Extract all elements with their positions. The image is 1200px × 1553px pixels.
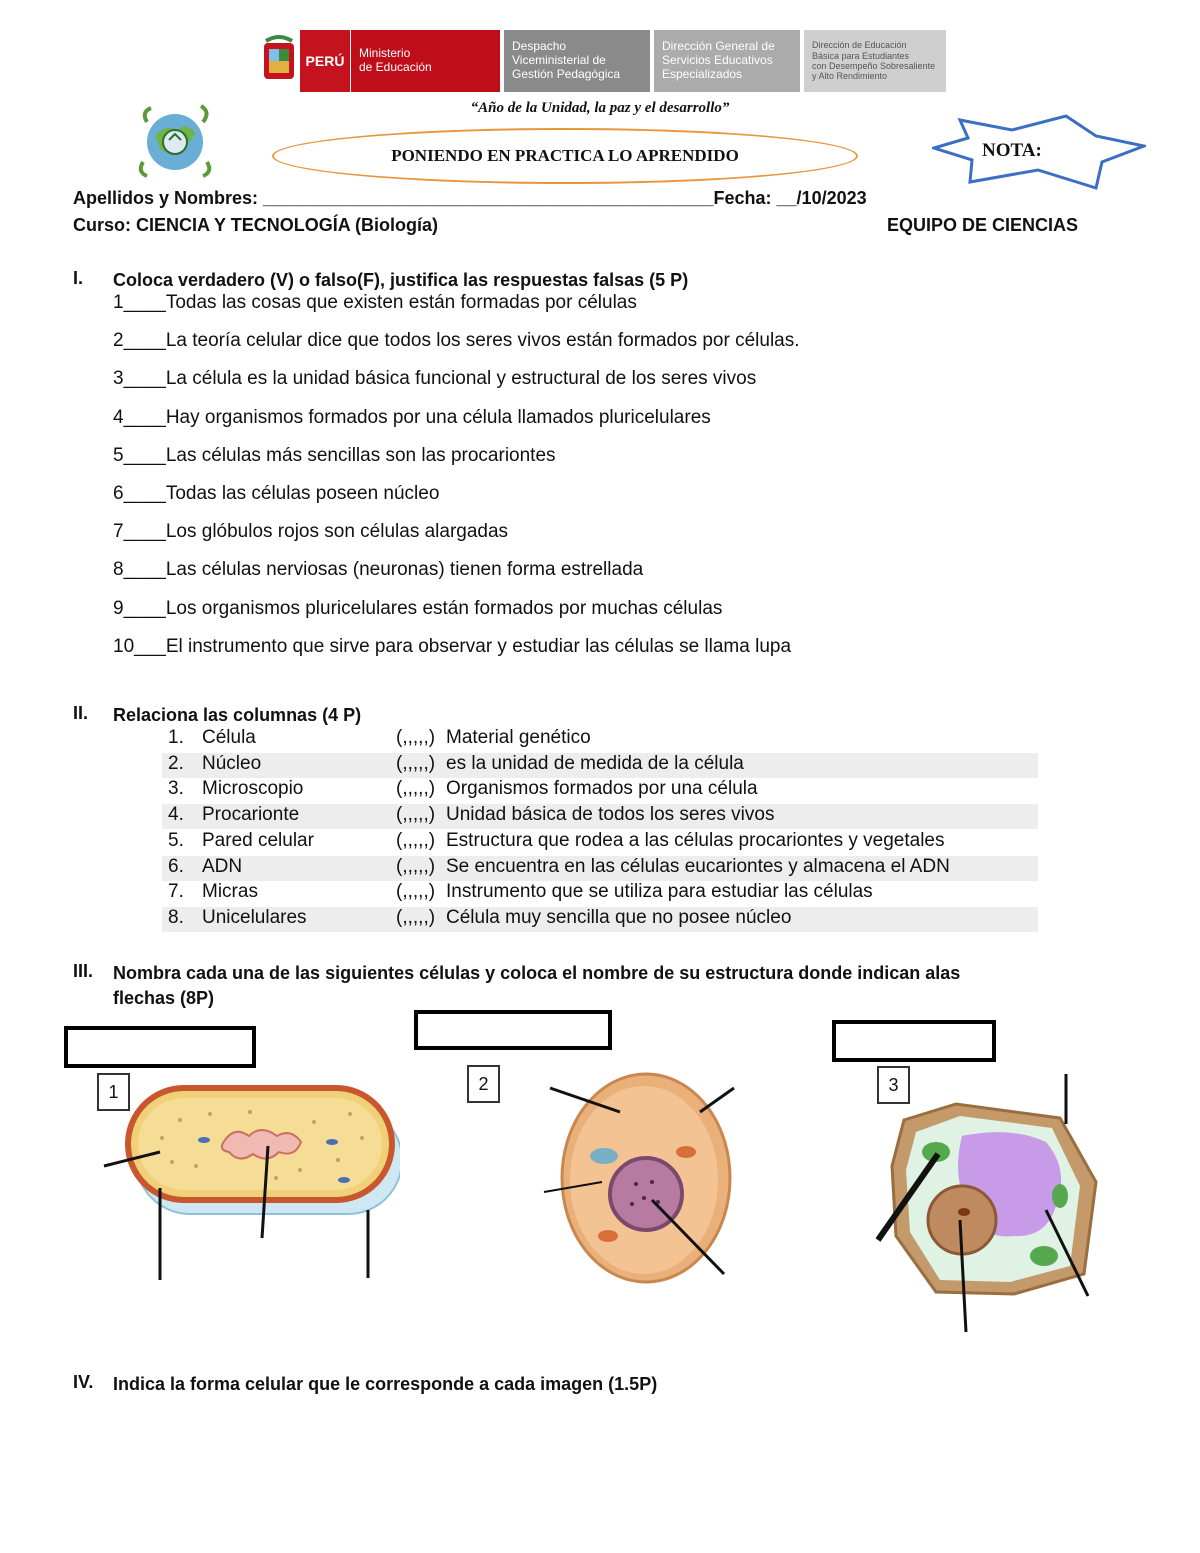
true-false-item: 10___El instrumento que sirve para observar y estudiar las células se llama lupa <box>113 635 792 657</box>
term-label: Núcleo <box>202 752 262 774</box>
answer-blank[interactable]: (,,,,,) <box>396 778 436 800</box>
section4-title: Indica la forma celular que le corresponde a cada imagen (1.5P) <box>113 1374 658 1394</box>
cell1-name-box[interactable] <box>64 1026 256 1068</box>
row-number: 6. <box>168 855 184 877</box>
matching-row <box>162 881 1038 906</box>
row-number: 7. <box>168 881 184 903</box>
true-false-item: 9____Los organismos pluricelulares están formados por muchas células <box>113 597 723 619</box>
plant-cell-illustration <box>870 1070 1100 1345</box>
section4-number: IV. <box>73 1372 94 1392</box>
definition-label: es la unidad de medida de la célula <box>446 752 744 774</box>
true-false-item: 1____Todas las cosas que existen están formadas por células <box>113 292 637 313</box>
answer-blank[interactable]: (,,,,,) <box>396 804 436 826</box>
worksheet-title: PONIENDO EN PRACTICA LO APRENDIDO <box>272 128 858 184</box>
true-false-item: 2____La teoría celular dice que todos los seres vivos están formados por células. <box>113 330 800 352</box>
matching-row <box>162 753 1038 778</box>
cell2-number: 2 <box>467 1065 500 1103</box>
true-false-item: 3____La célula es la unidad básica funcional y estructural de los seres vivos <box>113 368 757 390</box>
matching-row <box>162 778 1038 803</box>
year-motto: “Año de la Unidad, la paz y el desarrollo” <box>470 100 730 116</box>
course-label: Curso: CIENCIA Y TECNOLOGÍA (Biología) <box>73 215 439 235</box>
direction-block: Dirección de Educación Básica para Estudiantes con Desempeño Sobresaliente y Alto Rendimiento <box>804 30 946 92</box>
definition-label: Estructura que rodea a las células procariontes y vegetales <box>446 829 945 851</box>
prokaryotic-cell-illustration <box>100 1082 400 1287</box>
definition-label: Material genético <box>446 727 591 748</box>
true-false-item: 5____Las células más sencillas son las procariontes <box>113 444 556 466</box>
true-false-item: 7____Los glóbulos rojos son células alargadas <box>113 521 509 543</box>
term-label: Célula <box>202 727 256 748</box>
section1-number: I. <box>73 268 84 288</box>
student-name-line: Apellidos y Nombres: _____________________________________________Fecha: __/10/2023 <box>73 188 867 208</box>
ministry-block: Ministerio de Educación <box>350 30 500 92</box>
team-label: EQUIPO DE CIENCIAS <box>887 215 1079 235</box>
row-number: 8. <box>168 906 184 928</box>
definition-label: Unidad básica de todos los seres vivos <box>446 804 775 826</box>
row-number: 4. <box>168 804 184 826</box>
row-number: 2. <box>168 752 184 774</box>
header-banner <box>258 30 946 92</box>
row-number: 5. <box>168 829 184 851</box>
matching-row <box>162 804 1038 829</box>
term-label: Procarionte <box>202 804 300 826</box>
grade-badge <box>932 112 1146 190</box>
definition-label: Se encuentra en las células eucariontes y almacena el ADN <box>446 855 950 877</box>
term-label: Micras <box>202 881 258 903</box>
matching-row <box>162 907 1038 932</box>
answer-blank[interactable]: (,,,,,) <box>396 881 436 903</box>
answer-blank[interactable]: (,,,,,) <box>396 855 436 877</box>
peru-label: PERÚ <box>300 30 350 92</box>
matching-row <box>162 830 1038 855</box>
answer-blank[interactable]: (,,,,,) <box>396 727 436 748</box>
section1-title: Coloca verdadero (V) o falso(F), justifica las respuestas falsas (5 P) <box>113 270 689 290</box>
term-label: Unicelulares <box>202 906 307 928</box>
section3-number: III. <box>73 961 94 981</box>
row-number: 3. <box>168 778 184 800</box>
true-false-item: 6____Todas las células poseen núcleo <box>113 483 440 504</box>
section2-number: II. <box>73 703 89 723</box>
cell3-name-box[interactable] <box>832 1020 996 1062</box>
true-false-item: 4____Hay organismos formados por una célula llamados pluricelulares <box>113 406 711 428</box>
grade-label: NOTA: <box>982 140 1042 161</box>
answer-blank[interactable]: (,,,,,) <box>396 906 436 928</box>
term-label: Microscopio <box>202 778 304 800</box>
cell3-number: 3 <box>877 1066 910 1104</box>
cell1-number: 1 <box>97 1073 130 1111</box>
definition-label: Célula muy sencilla que no posee núcleo <box>446 906 792 928</box>
answer-blank[interactable]: (,,,,,) <box>396 829 436 851</box>
cell2-name-box[interactable] <box>414 1010 612 1050</box>
row-number: 1. <box>168 727 184 748</box>
definition-label: Organismos formados por una célula <box>446 778 758 800</box>
term-label: ADN <box>202 855 243 877</box>
general-direction-block: Dirección General de Servicios Educativos Especializados <box>654 30 800 92</box>
section3-title: Nombra cada una de las siguientes células y coloca el nombre de su estructura donde indican alas flechas (8P) <box>113 963 961 1008</box>
earth-recycle-logo-icon <box>133 102 217 185</box>
animal-cell-illustration <box>540 1060 740 1295</box>
section2-title: Relaciona las columnas (4 P) <box>113 705 362 725</box>
vice-ministry-block: Despacho Viceministerial de Gestión Pedagógica <box>504 30 650 92</box>
coat-of-arms-icon <box>258 30 300 92</box>
matching-row <box>162 856 1038 881</box>
term-label: Pared celular <box>202 829 314 851</box>
matching-row <box>162 727 1038 752</box>
definition-label: Instrumento que se utiliza para estudiar las células <box>446 881 873 903</box>
true-false-item: 8____Las células nerviosas (neuronas) tienen forma estrellada <box>113 559 644 581</box>
answer-blank[interactable]: (,,,,,) <box>396 752 436 774</box>
